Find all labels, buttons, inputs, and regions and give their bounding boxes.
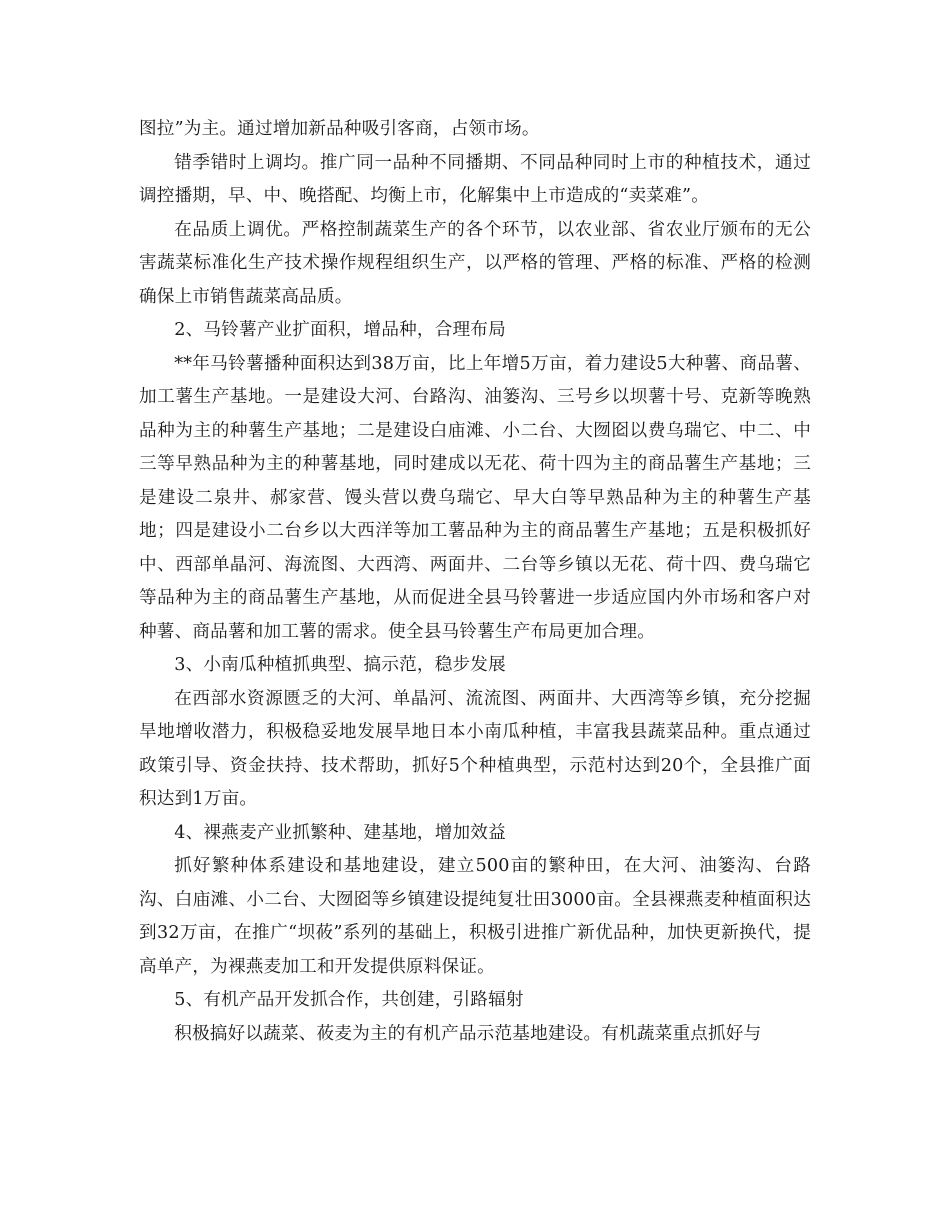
paragraph-oats: 抓好繁种体系建设和基地建设，建立500亩的繁种田，在大河、油篓沟、台路沟、白庙滩、小二台、大囫囵等乡镇建设提纯复壮田3000亩。全县裸燕麦种植面积达到32万亩，在推广“坝莜”系列的基础上，积极引进推广新优品种，加快更新换代，提高单产，为裸燕麦加工和开发提供原料保证。: [139, 856, 811, 977]
paragraph-quality: 在品质上调优。严格控制蔬菜生产的各个环节，以农业部、省农业厅颁布的无公害蔬菜标准化生产技术操作规程组织生产，以严格的管理、严格的标准、严格的检测确保上市销售蔬菜高品质。: [139, 219, 811, 307]
paragraph-pumpkin: 在西部水资源匮乏的大河、单晶河、流流图、两面井、大西湾等乡镇，充分挖掘旱地增收潜力，积极稳妥地发展旱地日本小南瓜种植，丰富我县蔬菜品种。重点通过政策引导、资金扶持、技术帮助，抓好5个种植典型，示范村达到20个，全县推广面积达到1万亩。: [139, 688, 811, 809]
section-heading-oats: 4、裸燕麦产业抓繁种、建基地，增加效益: [174, 822, 506, 843]
section-heading-potato: 2、马铃薯产业扩面积，增品种，合理布局: [174, 320, 506, 340]
paragraph-organic: 积极搞好以蔬菜、莜麦为主的有机产品示范基地建设。有机蔬菜重点抓好与: [174, 1023, 762, 1044]
section-heading-organic: 5、有机产品开发抓合作，共创建，引路辐射: [174, 990, 524, 1010]
paragraph-potato: **年马铃薯播种面积达到38万亩，比上年增5万亩，着力建设5大种薯、商品薯、加工薯生产基地。一是建设大河、台路沟、油篓沟、三号乡以坝薯十号、克新等晚熟品种为主的种薯生产基地；二是建设白庙滩、小二台、大囫囵以费乌瑞它、中二、中三等早熟品种为主的种薯基地，同时建成以无花、荷十四为主的商品薯生产基地；三是建设二泉井、郝家营、馒头营以费乌瑞它、早大白等早熟品种为主的种薯生产基地；四是建设小二台乡以大西洋等加工薯品种为主的商品薯生产基地；五是积极抓好中、西部单晶河、海流图、大西湾、两面井、二台等乡镇以无花、荷十四、费乌瑞它等品种为主的商品薯生产基地，从而促进全县马铃薯进一步适应国内外市场和客户对种薯、商品薯和加工薯的需求。使全县马铃薯生产布局更加合理。: [139, 353, 811, 642]
paragraph-continuation: 图拉”为主。通过增加新品种吸引客商，占领市场。: [139, 119, 540, 139]
document-body: [139, 113, 811, 1051]
paragraph-off-season: 错季错时上调均。推广同一品种不同播期、不同品种同时上市的种植技术，通过调控播期，早、中、晚搭配、均衡上市，化解集中上市造成的“卖菜难”。: [139, 152, 811, 206]
section-heading-pumpkin: 3、小南瓜种植抓典型、搞示范，稳步发展: [174, 655, 506, 675]
